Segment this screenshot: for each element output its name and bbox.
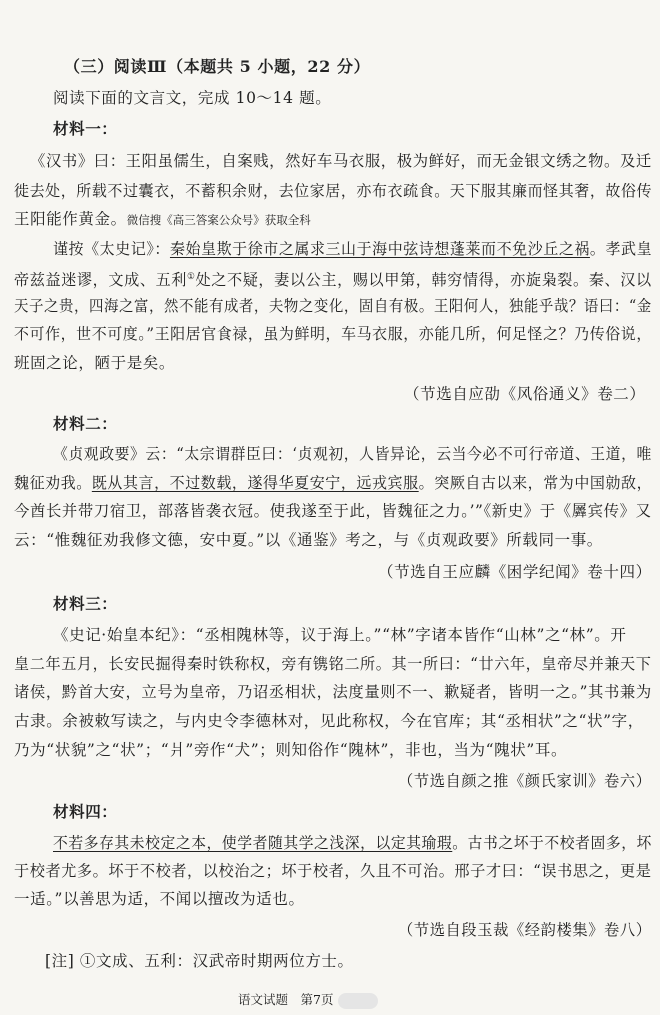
material-4-line-3: 一适。”以善思为适，不闻以擅改为适也。 xyxy=(14,890,305,908)
material-4-line-1-b: 。古书之坏于不校者固多，坏 xyxy=(452,834,652,852)
page-footer: 语文试题 第7页 xyxy=(238,992,334,1007)
material-2-line-1: 《贞观政要》云：“太宗谓群臣曰：‘贞观初，人皆异论，云当今必不可行帝道、王道，唯 xyxy=(53,445,652,463)
material-4-line-1 xyxy=(53,832,652,854)
material-2-label: 材料二： xyxy=(53,414,118,433)
material-1-line-1: 《汉书》曰：王阳虽儒生，自案贱，然好车马衣服，极为鲜好，而无金银文绣之物。及迁 xyxy=(30,152,652,170)
material-3-line-3: 诸侯，黔首大安，立号为皇帝，乃诏丞相状，法度量则不一、歉疑者，皆明一之。”其书兼为 xyxy=(14,683,652,701)
material-4-source: （节选自段玉裁《经韵楼集》卷八） xyxy=(398,921,652,939)
material-2-line-2 xyxy=(14,472,652,494)
material-1-line-4-c: 。孝武皇 xyxy=(589,240,653,258)
material-1-line-4 xyxy=(53,238,652,260)
material-1-line-3 xyxy=(14,208,311,231)
material-3-line-1: 《史记·始皇本纪》：“丞相隗林等，议于海上。”“林”字诸本皆作“山林”之“林”。开 xyxy=(53,626,627,644)
instruction: 阅读下面的文言文，完成 10～14 题。 xyxy=(53,89,332,107)
watermark-text: 微信搜《高三答案公众号》获取全科 xyxy=(126,213,311,227)
material-2-source: （节选自王应麟《困学纪闻》卷十四） xyxy=(378,563,652,581)
material-2-line-4: 云：“惟魏征劝我修文德，安中夏。”以《通鉴》考之，与《贞观政要》所载同一事。 xyxy=(14,531,603,549)
material-3-line-2: 皇二年五月，长安民掘得秦时铁称权，旁有镌铭二所。其一所曰：“廿六年，皇帝尽并兼天下 xyxy=(14,655,652,673)
material-3-source: （节选自颜之推《颜氏家训》卷六） xyxy=(398,772,652,790)
material-1-line-2: 徙去处，所载不过囊衣，不蓄积余财，去位家居，亦布衣疏食。天下服其廉而怪其奢，故俗传 xyxy=(14,182,653,200)
material-3-label: 材料三： xyxy=(53,594,118,613)
underlined-sentence-3: 不若多存其未校定之本，使学者随其学之浅深，以定其瑜瑕 xyxy=(53,834,453,852)
material-1-line-5-b: 处之不疑，妻以公主，赐以甲第，韩穷情得，亦旋枭裂。秦、汉以 xyxy=(195,271,652,289)
material-1-line-6: 天子之贵，四海之富，然不能有成者，夫物之变化，固自有极。王阳何人，独能乎哉？语曰：“金 xyxy=(14,297,652,315)
material-1-line-4-a: 谨按《太史记》： xyxy=(53,240,170,258)
material-3-line-5: 乃为“状貌”之“状”；“爿”旁作“犬”；则知俗作“隗林”，非也，当为“隗状”耳。 xyxy=(14,741,568,759)
material-3-line-4: 古隶。余被敕写读之，与内史令李德林对，见此称权，今在官库；其“丞相状”之“状”字， xyxy=(14,712,644,730)
underlined-sentence-2: 既从其言，不过数载，遂得华夏安宁，远戎宾服 xyxy=(91,474,419,492)
footnote: [注] ①文成、五利：汉武帝时期两位方士。 xyxy=(45,952,354,970)
scan-smudge xyxy=(338,993,378,1009)
material-4-line-2: 于校者尤多。坏于不校者，以校治之；坏于校者，久且不可治。邢子才曰：“误书思之，更是 xyxy=(14,862,652,880)
footnote-marker: ① xyxy=(187,272,196,282)
material-1-line-7: 不可作，世不可度。”王阳居官食禄，虽为鲜明，车马衣服，亦能几所，何足怪之？乃传俗说， xyxy=(14,325,652,343)
material-4-label: 材料四： xyxy=(53,802,118,821)
material-1-line-5-a: 帝兹益迷谬，文成、五利 xyxy=(14,271,188,289)
material-2-line-3: 今酋长并带刀宿卫，部落皆袭衣冠。使我遂至于此，皆魏征之力。’”《新史》于《羼宾传》又 xyxy=(14,502,652,520)
material-1-line-3-text: 王阳能作黄金。 xyxy=(14,210,127,228)
material-2-line-2-c: 。突厥自古以来，常为中国勍敌， xyxy=(418,474,653,492)
section-title: （三）阅读Ⅲ（本题共 5 小题，22 分） xyxy=(64,57,371,76)
material-1-source: （节选自应劭《风俗通义》卷二） xyxy=(404,385,646,403)
material-2-line-2-a: 魏征劝我。 xyxy=(14,474,92,492)
underlined-sentence-1: 秦始皇欺于徐市之属求三山于海中弦诗想蓬莱而不免沙丘之祸 xyxy=(169,240,590,258)
material-1-line-8: 班固之论，陋于是矣。 xyxy=(14,354,176,372)
material-1-label: 材料一： xyxy=(53,119,118,138)
material-1-line-5 xyxy=(14,266,652,291)
